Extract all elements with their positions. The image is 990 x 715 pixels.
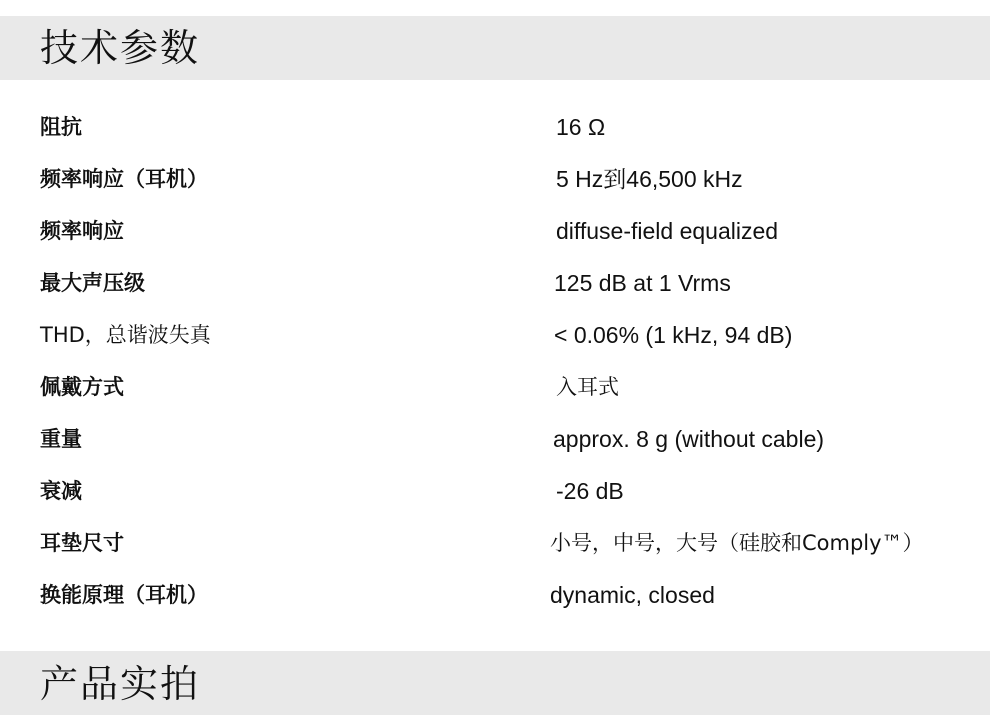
spec-row-attenuation (0, 465, 990, 517)
spec-row-ear-tip-sizes (0, 517, 990, 569)
spec-label: 换能原理（耳机） (40, 583, 208, 607)
specs-section-header (0, 16, 990, 80)
spec-row-weight (0, 413, 990, 465)
spec-row-transducer-principle (0, 569, 990, 621)
specs-section-title: 技术参数 (40, 26, 201, 70)
spec-value: 125 dB at 1 Vrms (554, 270, 731, 296)
spec-label: THD，总谐波失真 (40, 323, 211, 347)
photos-section-title: 产品实拍 (40, 662, 201, 706)
spec-value: < 0.06% (1 kHz, 94 dB) (554, 322, 793, 348)
spec-row-wearing-style (0, 361, 990, 413)
spec-label: 频率响应（耳机） (40, 167, 208, 191)
spec-value: 16 Ω (556, 114, 606, 140)
spec-row-frequency-response-headphones (0, 153, 990, 205)
spec-label: 最大声压级 (40, 271, 145, 295)
spec-row-frequency-response (0, 205, 990, 257)
spec-value: approx. 8 g (without cable) (553, 426, 825, 452)
spec-value: diffuse-field equalized (556, 218, 779, 244)
spec-label: 耳垫尺寸 (40, 531, 124, 555)
spec-label: 重量 (40, 427, 82, 451)
spec-label: 衰减 (40, 479, 82, 503)
spec-value: 入耳式 (556, 375, 619, 399)
spec-row-max-spl (0, 257, 990, 309)
spec-value: -26 dB (556, 478, 624, 504)
photos-section-header (0, 651, 990, 715)
spec-value: dynamic, closed (550, 582, 715, 608)
spec-value: 5 Hz到46,500 kHz (556, 166, 743, 192)
spec-value: 小号，中号，大号（硅胶和Comply™） (550, 531, 924, 555)
spec-label: 频率响应 (40, 219, 124, 243)
spec-label: 阻抗 (40, 115, 82, 139)
spec-label: 佩戴方式 (40, 375, 124, 399)
spec-row-thd (0, 309, 990, 361)
spec-row-impedance (0, 101, 990, 153)
